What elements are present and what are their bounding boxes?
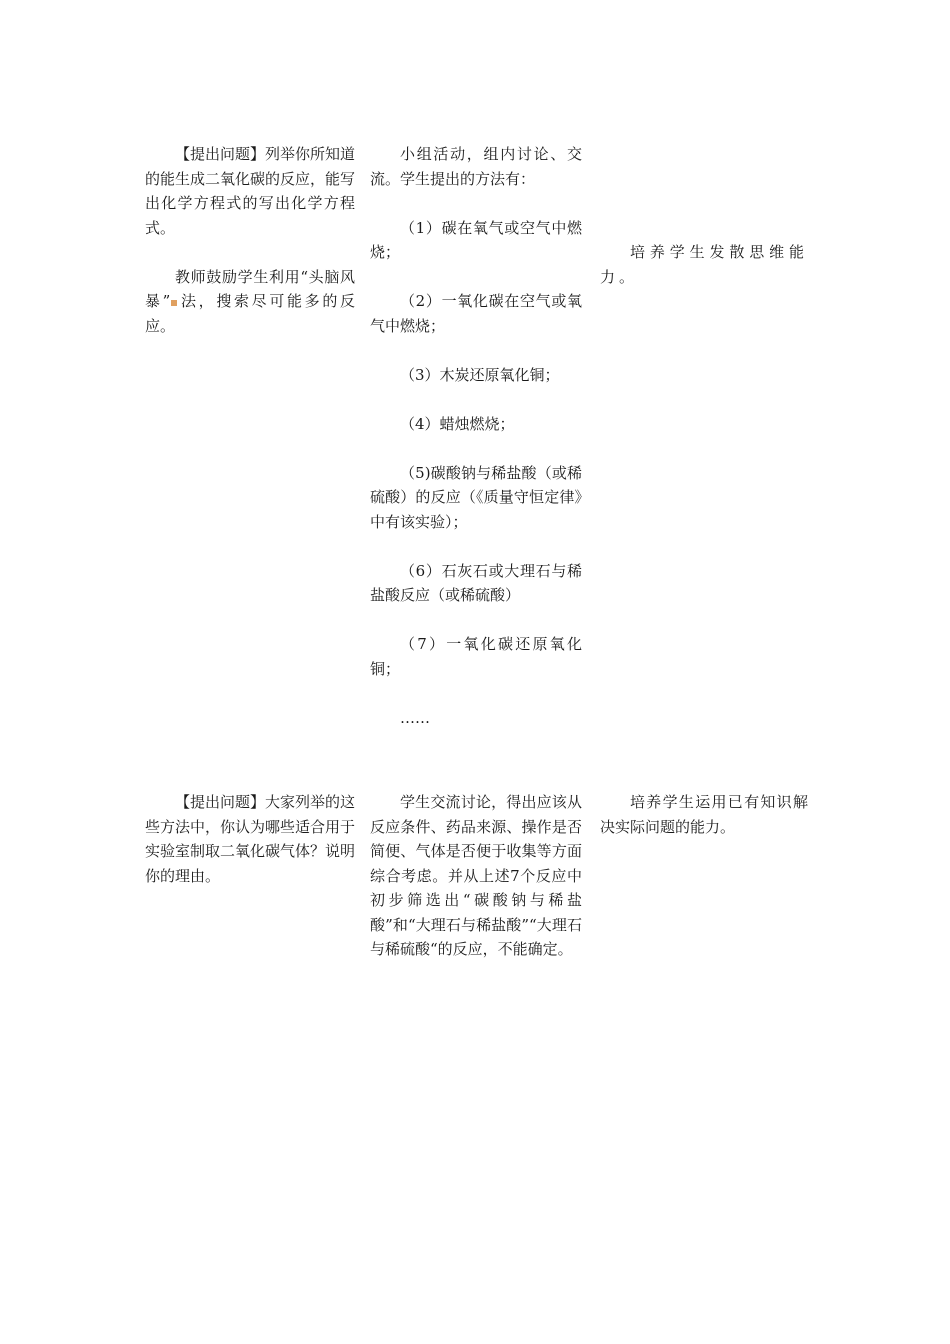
method-item-4: （4）蜡烛燃烧； (400, 414, 515, 433)
row1-intent-column (600, 240, 808, 289)
row1-teacher-question: 【提出问题】列举你所知道的能生成二氧化碳的反应，能写出化学方程式的写出化学方程式。 (145, 145, 356, 237)
row2-teacher-column (145, 790, 355, 888)
method-item-6: （6）石灰石或大理石与稀盐酸反应（或稀硫酸） (370, 561, 582, 604)
row2-student-discussion: 学生交流讨论，得出应该从反应条件、药品来源、操作是否简便、气体是否便于收集等方面综合考虑。并从上述7个反应中初步筛选出“碳酸钠与稀盐酸”和“大理石与稀盐酸”“大理石与稀硫酸“的反应，不能确定。 (370, 793, 582, 958)
row2-teacher-question: 【提出问题】大家列举的这些方法中，你认为哪些适合用于实验室制取二氧化碳气体？说明你的理由。 (145, 793, 356, 885)
row1-teacher-brainstorm-b: 法，搜索尽可能多的反应。 (145, 292, 355, 335)
row2-intent: 培养学生运用已有知识解决实际问题的能力。 (600, 793, 808, 836)
method-item-2: （2）一氧化碳在空气或氧气中燃烧； (370, 292, 582, 335)
row2-student-column (370, 790, 582, 962)
method-ellipsis: …… (400, 708, 430, 727)
row1-teacher-brainstorm (145, 265, 355, 339)
row1-teacher-column (145, 142, 355, 338)
row1-student-intro: 小组活动，组内讨论、交流。学生提出的方法有： (370, 145, 582, 188)
row2-intent-column (600, 790, 808, 839)
row1-student-column (370, 142, 582, 730)
row1-teacher-brainstorm-a: 教师鼓励学生利用“头脑风暴” (145, 267, 355, 310)
insertion-mark (171, 300, 177, 306)
method-item-5: （5)碳酸钠与稀盐酸（或稀硫酸）的反应（《质量守恒定律》中有该实验）； (370, 463, 582, 531)
method-item-1: （1）碳在氧气或空气中燃烧； (370, 218, 582, 261)
method-item-3: （3）木炭还原氧化铜； (400, 365, 560, 384)
method-item-7: （7）一氧化碳还原氧化铜； (370, 635, 582, 678)
row1-intent: 培养学生发散思维能力。 (600, 243, 808, 286)
